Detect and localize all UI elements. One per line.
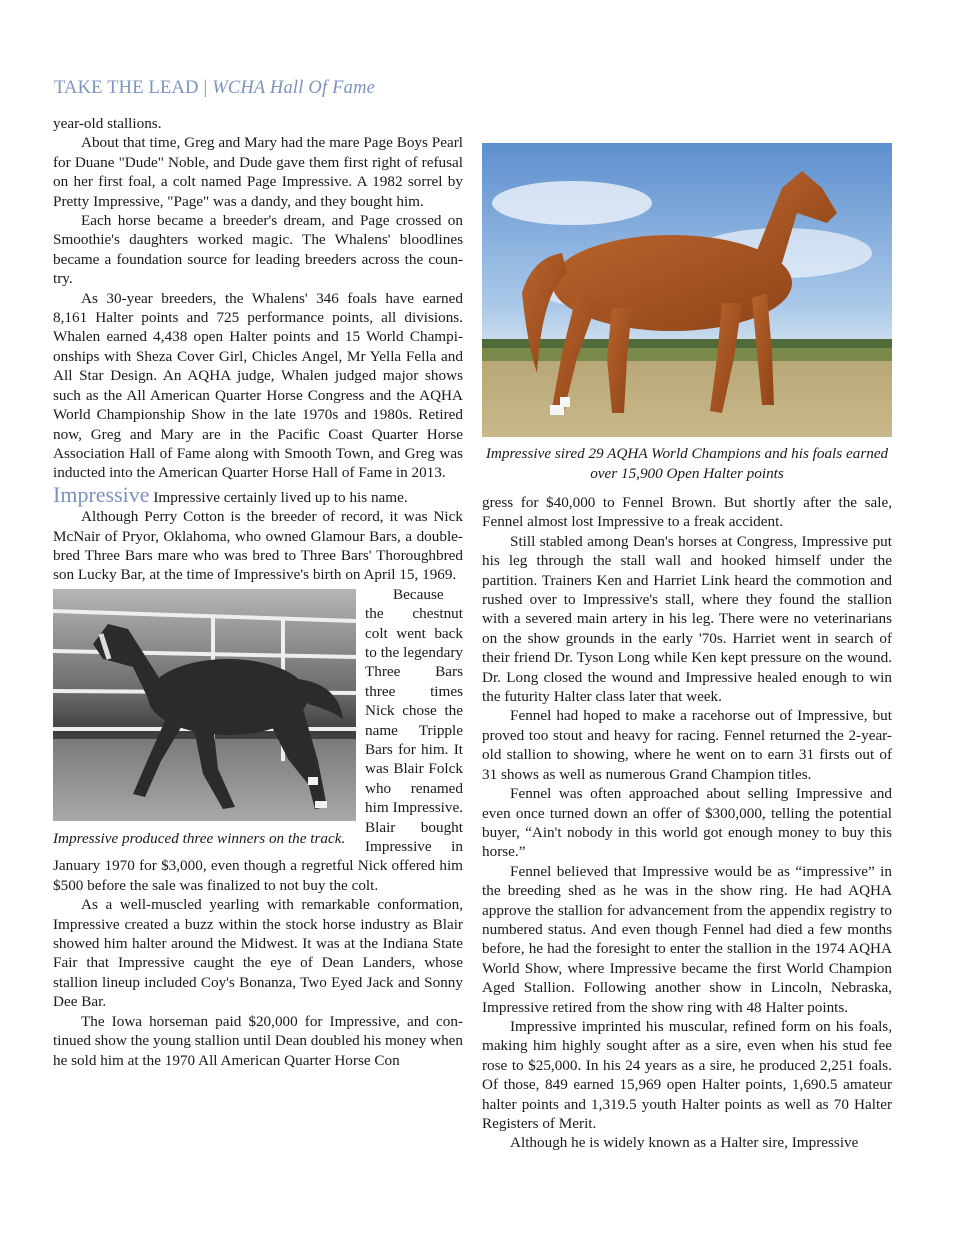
running-header bbox=[54, 78, 375, 99]
paragraph: Because the chestnut colt went back to the legendary Three Bars three times Nick chose the name Tripple Bars for him. It was Blair Folck who renamed him Impressive. Blair bought Impressive in January 1970 for $3,000, even though a regretful Nick offered him $500 before the sale was finalized to not buy the colt. bbox=[53, 585, 463, 894]
right-column bbox=[482, 493, 892, 1153]
paragraph: About that time, Greg and Mary had the mare Page Boys Pearl for Duane "Dude" Noble, and Dude gave them first right of refusal on her first foal, a colt named Page Impressive. A 1982 sorrel by Pretty Impressive, "Page" was a dandy, and they bought him. bbox=[53, 134, 463, 210]
horse-photo-bw bbox=[53, 589, 356, 821]
horse-photo-color bbox=[482, 143, 892, 437]
paragraph: Although he is widely known as a Halter sire, Impressive bbox=[510, 1134, 859, 1152]
paragraph: Although Perry Cotton is the breeder of record, it was Nick McNair of Pryor, Oklahoma, who owned Glamour Bars, a double-bred Three Bars mare who was bred to Three Bars' Thoroughbred son Lucky Bar, at the time of Impressive's birth on April 15, 1969. bbox=[53, 508, 463, 584]
header-section: TAKE THE LEAD bbox=[54, 78, 199, 98]
paragraph: As a well-muscled yearling with remarkable conformation, Impressive created a buzz within the stock horse industry as Blair showed him halter around the Midwest. It was at the Indiana State Fair that Impressive caught the eye of Dean Landers, whose stallion lineup included Coy's Bonanza, Two Eyed Jack and Sonny Dee Bar. bbox=[53, 896, 463, 1011]
left-column bbox=[53, 114, 463, 1070]
paragraph: Fennel had hoped to make a racehorse out of Impressive, but proved too stout and heavy for racing. Fennel returned the 2-year-old stallion to showing, where he went on to earn 31 firsts out of 31 shows as well as numerous Grand Champion titles. bbox=[482, 707, 892, 783]
photo-figure-bw bbox=[53, 589, 356, 849]
paragraph: year-old stallions. bbox=[53, 115, 162, 132]
horse-running-illustration bbox=[53, 589, 356, 821]
paragraph: The Iowa horseman paid $20,000 for Impressive, and continued show the young stallion until Dean doubled his money when he sold him at the 1970 All American Quarter Horse Con bbox=[53, 1012, 464, 1069]
header-separator: | bbox=[203, 78, 208, 98]
horse-standing-illustration bbox=[482, 143, 892, 437]
paragraph: Fennel was often approached about selling Impressive and even once turned down an offer of $300,000, telling the potential buyer, “Ain't nobody in this world got enough money to buy this horse.” bbox=[482, 785, 892, 861]
paragraph: Fennel believed that Impressive would be as “impressive” in the breeding shed as he was in the show ring. He had AQHA approve the stallion for advancement from the appendix registry to numbered status. And even though Fennel had died a few months before, he had the foresight to enter the stallion in the 1974 AQHA World Show, where Impressive became the first World Champion Aged Stallion. Following another show in Lincoln, Nebraska, Impressive retired from the show ring with 48 Halter points. bbox=[482, 862, 892, 1016]
section-lead-paragraph bbox=[53, 481, 463, 507]
photo-caption-right: Impressive sired 29 AQHA World Champions and his foals earned over 15,900 Open Halter points bbox=[485, 445, 889, 482]
paragraph: Each horse became a breeder's dream, and Page crossed on Smoothie's daughters worked magic. The Whalens' bloodlines became a foundation source for leading breeders across the country. bbox=[53, 212, 463, 288]
header-subtitle: WCHA Hall Of Fame bbox=[212, 78, 376, 98]
section-heading: Impressive bbox=[53, 481, 150, 507]
paragraph: Still stabled among Dean's horses at Congress, Impressive put his leg through the stall wall and hooked himself under the partition. Trainers Ken and Harriet Link heard the commotion and rushed over to Impressive's stall, where they found the stallion with a severed main artery in his leg. There were no veterinarians on the show grounds in the early '70s. Harriet went in search of their friend Dr. Tyson Long while Ken kept pressure on the wound. Dr. Long closed the wound and Impressive healed enough to win the futurity Halter class later that week. bbox=[482, 532, 892, 706]
section-lead-text: Impressive certainly lived up to his name. bbox=[153, 488, 408, 506]
paragraph: gress for $40,000 to Fennel Brown. But shortly after the sale, Fennel almost lost Impressive to a freak accident. bbox=[482, 494, 892, 531]
paragraph: Impressive imprinted his muscular, refined form on his foals, making him highly sought after as a sire, even when his stud fee rose to $25,000. In his 24 years as a sire, he produced 2,251 foals. Of those, 849 earned 15,969 open Halter points, 1,690.5 amateur halter points and 1,319.5 youth Halter points as well as 70 Halter Registers of Merit. bbox=[482, 1017, 892, 1132]
paragraph: As 30-year breeders, the Whalens' 346 foals have earned 8,161 Halter points and 725 performance points, all divisions. Whalen earned 4,438 open Halter points and 15 World Championships with Sheza Cover Girl, Chicles Angel, Mr Yella Fella and All Star Design. An AQHA judge, Whalen judged major shows such as the All American Quarter Horse Congress and the AQHA World Championship Show in the late 1970s and 1980s. Retired now, Greg and Mary are in the Pacific Coast Quarter Horse Association Hall of Fame along with Smooth Town, and Greg was inducted into the American Quarter Horse Hall of Fame in 2013. bbox=[53, 289, 463, 482]
photo-caption-left: Impressive produced three winners on the track. bbox=[53, 829, 346, 847]
